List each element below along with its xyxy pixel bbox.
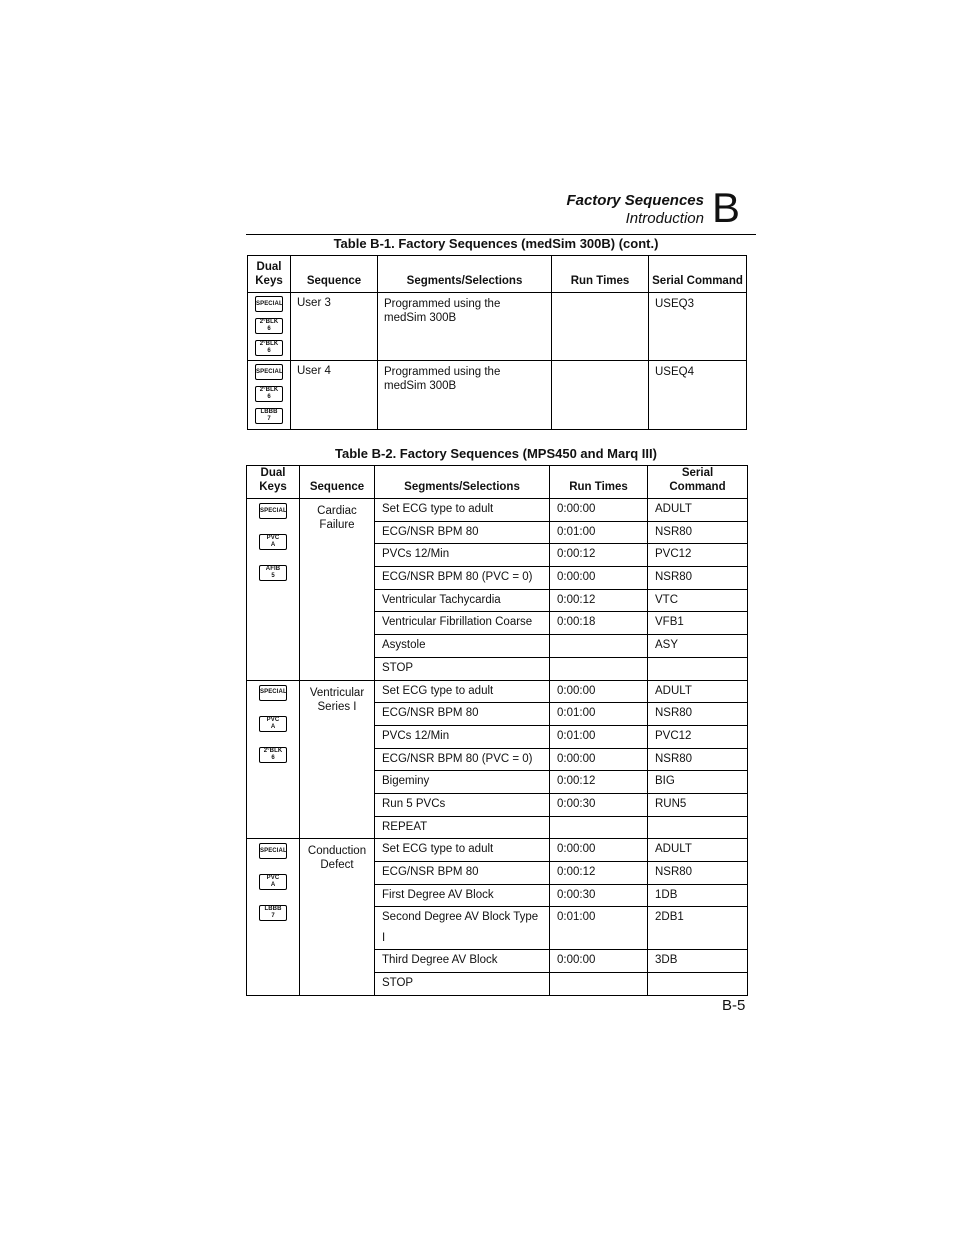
segments-cell: PVCs 12/Min [375,544,550,567]
run-times-cell: 0:00:18 [550,612,648,635]
sequence-cell: Ventricular Series I [300,680,375,839]
2blk-key-icon: 2°BLK 6 [255,340,283,356]
table-row [247,680,748,703]
run-times-cell: 0:00:00 [550,839,648,862]
appendix-letter: B [711,184,740,231]
serial-command-cell: 2DB1 [648,907,748,950]
segments-cell: ECG/NSR BPM 80 [375,703,550,726]
serial-command-cell: NSR80 [648,703,748,726]
header-run-times: Run Times [550,466,648,499]
run-times-cell: 0:00:30 [550,884,648,907]
page-header [246,184,756,235]
segments-cell: STOP [375,973,550,996]
run-times-cell: 0:01:00 [550,521,648,544]
segments-cell: Third Degree AV Block [375,950,550,973]
header-segments: Segments/Selections [375,466,550,499]
segments-cell: Programmed using the medSim 300B [378,293,552,361]
run-times-cell [552,361,649,430]
2blk-key-icon: 2°BLK 6 [259,747,287,763]
segments-cell: Asystole [375,635,550,658]
serial-command-cell: PVC12 [648,544,748,567]
table2-header-row [247,466,748,499]
serial-command-cell: NSR80 [648,862,748,885]
serial-command-cell: NSR80 [648,748,748,771]
section-title: Introduction [625,210,704,227]
header-sequence: Sequence [291,256,378,293]
sequence-cell: Conduction Defect [300,839,375,995]
header-segments: Segments/Selections [378,256,552,293]
segments-cell: STOP [375,657,550,680]
segments-cell: Ventricular Fibrillation Coarse [375,612,550,635]
2blk-key-icon: 2°BLK 6 [255,386,283,402]
header-dual-keys: Dual Keys [247,466,300,499]
segments-cell: Second Degree AV Block Type I [375,907,550,950]
run-times-cell: 0:01:00 [550,703,648,726]
segments-cell: ECG/NSR BPM 80 [375,521,550,544]
table-row [247,499,748,522]
lbbb-key-icon: LBBB 7 [255,408,283,424]
run-times-cell: 0:01:00 [550,725,648,748]
special-key-icon: SPECIAL [255,364,283,380]
serial-command-cell: USEQ3 [649,293,747,361]
run-times-cell: 0:00:00 [550,499,648,522]
serial-command-cell: PVC12 [648,725,748,748]
special-key-icon: SPECIAL [259,843,287,859]
segments-cell: Set ECG type to adult [375,680,550,703]
header-sequence: Sequence [300,466,375,499]
run-times-cell: 0:00:00 [550,680,648,703]
segments-cell: Programmed using the medSim 300B [378,361,552,430]
table2-caption: Table B-2. Factory Sequences (MPS450 and Marq III) [335,446,657,461]
serial-command-cell: USEQ4 [649,361,747,430]
dual-keys-cell [248,293,291,361]
table2-body [247,499,748,996]
table1-header-row [248,256,747,293]
serial-command-cell: NSR80 [648,521,748,544]
2blk-key-icon: 2°BLK 6 [255,318,283,334]
pvc-key-icon: PVC A [259,874,287,890]
run-times-cell: 0:00:30 [550,793,648,816]
dual-keys-cell [247,839,300,995]
serial-command-cell: NSR80 [648,567,748,590]
segments-cell: Set ECG type to adult [375,499,550,522]
run-times-cell: 0:00:00 [550,748,648,771]
header-dual-keys: Dual Keys [248,256,291,293]
run-times-cell [550,635,648,658]
serial-command-cell: 3DB [648,950,748,973]
table1-caption: Table B-1. Factory Sequences (medSim 300B) (cont.) [333,236,659,251]
run-times-cell [550,657,648,680]
serial-command-cell: VFB1 [648,612,748,635]
run-times-cell: 0:01:00 [550,907,648,950]
segments-cell: REPEAT [375,816,550,839]
run-times-cell [550,816,648,839]
sequence-cell: User 4 [291,361,378,430]
serial-command-cell [648,816,748,839]
serial-command-cell: ADULT [648,839,748,862]
pvc-key-icon: PVC A [259,534,287,550]
run-times-cell: 0:00:12 [550,544,648,567]
sequence-cell: Cardiac Failure [300,499,375,681]
sequence-cell: User 3 [291,293,378,361]
serial-command-cell: RUN5 [648,793,748,816]
serial-command-cell: BIG [648,771,748,794]
segments-cell: ECG/NSR BPM 80 (PVC = 0) [375,567,550,590]
segments-cell: ECG/NSR BPM 80 (PVC = 0) [375,748,550,771]
serial-command-cell: ADULT [648,680,748,703]
segments-cell: First Degree AV Block [375,884,550,907]
serial-command-cell [648,657,748,680]
table-b1 [247,255,747,430]
run-times-cell: 0:00:12 [550,771,648,794]
segments-cell: ECG/NSR BPM 80 [375,862,550,885]
table-row [248,293,747,361]
table-row [247,839,748,862]
segments-cell: Ventricular Tachycardia [375,589,550,612]
header-run-times: Run Times [552,256,649,293]
special-key-icon: SPECIAL [259,685,287,701]
run-times-cell: 0:00:00 [550,950,648,973]
dual-keys-cell [247,680,300,839]
table-row [248,361,747,430]
serial-command-cell: ASY [648,635,748,658]
serial-command-cell [648,973,748,996]
special-key-icon: SPECIAL [255,296,283,312]
table-b2 [246,465,748,996]
run-times-cell [552,293,649,361]
header-serial-command: Serial Command [649,256,747,293]
special-key-icon: SPECIAL [259,503,287,519]
header-serial-command: Serial Command [648,466,748,499]
segments-cell: Bigeminy [375,771,550,794]
chapter-title: Factory Sequences [566,192,704,209]
run-times-cell: 0:00:12 [550,589,648,612]
afib-key-icon: AFIB 5 [259,565,287,581]
run-times-cell: 0:00:00 [550,567,648,590]
segments-cell: Run 5 PVCs [375,793,550,816]
dual-keys-cell [247,499,300,681]
serial-command-cell: ADULT [648,499,748,522]
header-text [566,192,704,228]
lbbb-key-icon: LBBB 7 [259,905,287,921]
serial-command-cell: VTC [648,589,748,612]
segments-cell: Set ECG type to adult [375,839,550,862]
segments-cell: PVCs 12/Min [375,725,550,748]
page-number: B-5 [722,997,746,1014]
run-times-cell [550,973,648,996]
run-times-cell: 0:00:12 [550,862,648,885]
serial-command-cell: 1DB [648,884,748,907]
pvc-key-icon: PVC A [259,716,287,732]
dual-keys-cell [248,361,291,430]
